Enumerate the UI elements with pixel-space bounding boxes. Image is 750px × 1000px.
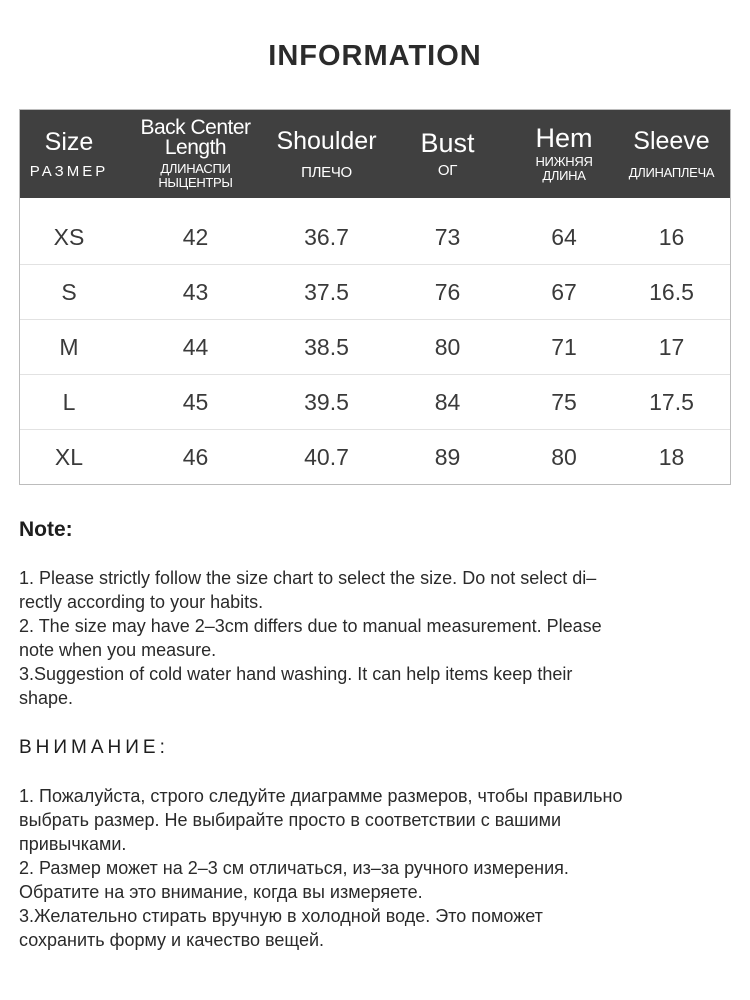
cell-hem: 75: [551, 388, 577, 415]
header-bust-ru: ОГ: [437, 161, 458, 179]
note-ru-paragraph: [19, 784, 731, 952]
note-ru-line: 3.Желательно стирать вручную в холодной воде. Это поможет: [19, 906, 543, 926]
table-header: [20, 110, 730, 198]
header-shoulder: [273, 110, 380, 198]
note-ru-line: выбрать размер. Не выбирайте просто в соответствии с вашими: [19, 810, 562, 830]
table-row: [20, 265, 730, 320]
size-chart-table: [19, 109, 731, 485]
note-ru-line: Обратите на это внимание, когда вы измеряете.: [19, 882, 423, 902]
note-line: 1. Please strictly follow the size chart to select the size. Do not select di–: [19, 568, 597, 588]
note-line: 3.Suggestion of cold water hand washing. It can help items keep their: [19, 664, 573, 684]
cell-back-center-length: 44: [182, 333, 209, 360]
cell-back-center-length: 45: [182, 388, 209, 415]
cell-hem: 67: [551, 278, 577, 305]
page-title: INFORMATION: [268, 40, 482, 72]
header-size: [20, 110, 118, 198]
header-back-center-length-en: Back Center Length: [140, 116, 251, 159]
cell-bust: 80: [434, 333, 461, 360]
cell-bust: 89: [434, 443, 461, 470]
cell-shoulder: 38.5: [304, 333, 349, 360]
cell-sleeve: 17.5: [649, 388, 694, 415]
cell-bust: 84: [434, 388, 461, 415]
header-shoulder-ru: ПЛЕЧО: [301, 163, 352, 181]
cell-shoulder: 40.7: [304, 443, 349, 470]
cell-sleeve: 16: [658, 223, 685, 250]
cell-size: XL: [54, 443, 84, 470]
cell-hem: 71: [551, 333, 577, 360]
cell-size: XS: [53, 223, 85, 250]
header-size-en: Size: [44, 127, 94, 156]
cell-back-center-length: 42: [182, 223, 209, 250]
note-ru-line: 2. Размер может на 2–3 см отличаться, из–за ручного измерения.: [19, 858, 569, 878]
note-line: rectly according to your habits.: [19, 592, 264, 612]
header-bust: [380, 110, 515, 198]
header-back-center-length: [118, 110, 273, 198]
note-heading: Note:: [19, 518, 73, 541]
cell-shoulder: 39.5: [304, 388, 349, 415]
header-hem: [515, 110, 613, 198]
cell-back-center-length: 46: [182, 443, 209, 470]
cell-hem: 80: [551, 443, 577, 470]
cell-hem: 64: [551, 223, 577, 250]
cell-sleeve: 17: [658, 333, 685, 360]
note-line: note when you measure.: [19, 640, 217, 660]
cell-size: L: [62, 388, 76, 415]
header-bust-en: Bust: [420, 127, 475, 158]
table-body: [20, 198, 730, 484]
cell-back-center-length: 43: [182, 278, 209, 305]
header-hem-ru: НИЖНЯЯ ДЛИНА: [535, 153, 593, 183]
cell-bust: 76: [434, 278, 461, 305]
note-paragraph: [19, 566, 731, 710]
table-row: [20, 320, 730, 375]
note-line: 2. The size may have 2–3cm differs due to manual measurement. Please: [19, 616, 602, 636]
header-sleeve-en: Sleeve: [633, 126, 710, 155]
header-hem-en: Hem: [535, 122, 593, 153]
note-ru-heading: ВНИМАНИЕ:: [19, 737, 169, 758]
header-sleeve: [613, 110, 730, 198]
note-line: shape.: [19, 688, 74, 708]
table-row: [20, 375, 730, 430]
header-size-ru: РАЗМЕР: [29, 162, 109, 180]
header-sleeve-ru: ДЛИНАПЛЕЧА: [628, 164, 715, 180]
header-shoulder-en: Shoulder: [276, 126, 377, 155]
table-row: [20, 210, 730, 265]
cell-size: M: [59, 333, 79, 360]
note-ru-line: привычками.: [19, 834, 127, 854]
cell-shoulder: 37.5: [304, 278, 349, 305]
cell-bust: 73: [434, 223, 461, 250]
cell-sleeve: 18: [658, 443, 685, 470]
cell-sleeve: 16.5: [649, 278, 694, 305]
note-ru-line: сохранить форму и качество вещей.: [19, 930, 325, 950]
header-back-center-length-ru: ДЛИНАСПИ НЫЦЕНТРЫ: [158, 161, 233, 190]
cell-size: S: [61, 278, 77, 305]
note-ru-line: 1. Пожалуйста, строго следуйте диаграмме размеров, чтобы правильно: [19, 786, 623, 806]
table-row: [20, 430, 730, 484]
cell-shoulder: 36.7: [304, 223, 349, 250]
